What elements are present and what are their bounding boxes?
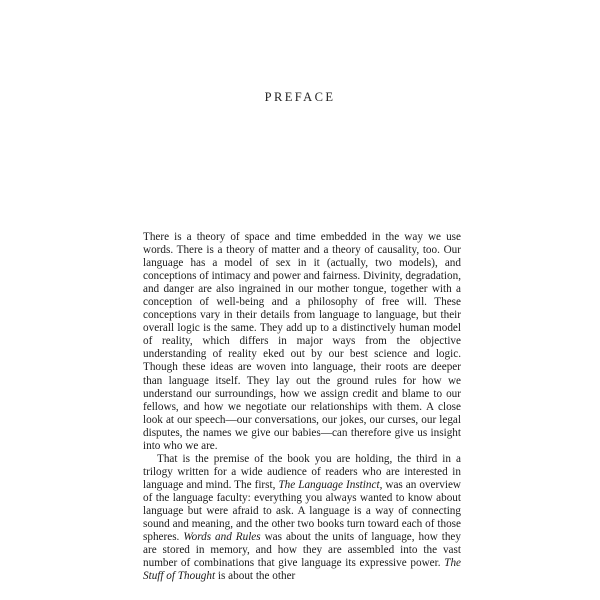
paragraph-text: There is a theory of space and time embedded in the way we use words. There is a theory of matter and a theory of causality, too. Our language has a model of sex in it (actually, two models), and conceptions of intimacy and power and fairness. Divinity, degradation, and danger are also ingrained in our mother tongue, together with a conception of well-being and a philosophy of free will. These conceptions vary in their details from language to language, but their overall logic is the same. They add up to a distinctively human model of reality, which differs in major ways from the objective understanding of reality eked out by our best science and logic. Though these ideas are woven into language, their roots are deeper than language itself. They lay out the ground rules for how we understand our surroundings, how we assign credit and blame to our fellows, and how we negotiate our relationships with them. A close look at our speech—our conversations, our jokes, our curses, our legal disputes, the names we give our babies—can therefore give us insight into who we are. xyxy=(143,231,461,452)
paragraph-2 xyxy=(143,453,461,583)
paragraph-1 xyxy=(143,231,461,453)
book-title-italic: The Language Instinct xyxy=(278,478,380,491)
paragraph-text: That is the premise of the book you are holding, the third in a trilogy written for a wide audience of readers who are interested in language and mind. The first, xyxy=(143,452,461,491)
chapter-heading: PREFACE xyxy=(264,90,336,104)
paragraph-text: is about the other xyxy=(215,570,296,583)
book-title-italic: Words and Rules xyxy=(183,531,261,544)
paragraph-text: , was an overview of the language faculty: everything you always wanted to know about language but were afraid to ask. A language is a way of connecting sound and meaning, and the other two books turn toward each of those spheres. xyxy=(143,478,461,544)
body-text xyxy=(143,231,461,583)
book-title-italic: The Stuff of Thought xyxy=(143,557,461,583)
paragraph-text: was about the units of language, how they are stored in memory, and how they are assembled into the vast number of combinations that give language its expressive power. xyxy=(143,531,461,570)
